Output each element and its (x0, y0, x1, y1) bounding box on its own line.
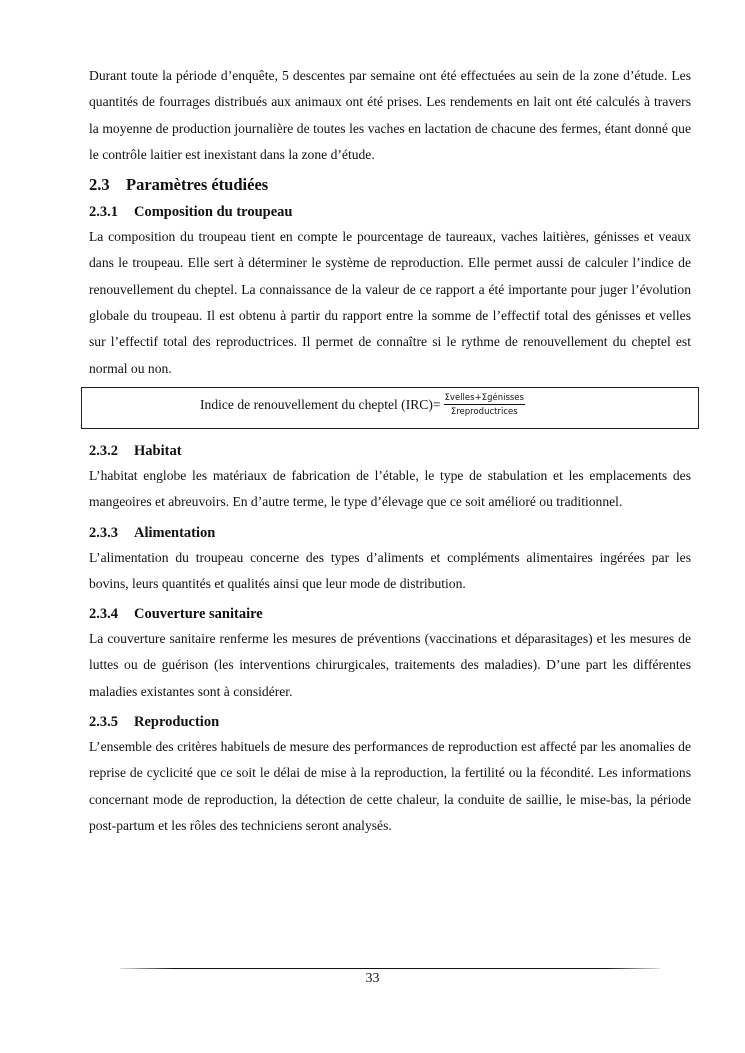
page-number: 33 (365, 971, 380, 986)
section-heading (89, 175, 691, 195)
subsection-number: 2.3.4 (89, 606, 118, 623)
subsection-title: Habitat (134, 442, 182, 459)
subsection-title: Reproduction (134, 714, 220, 731)
subsection-title: Composition du troupeau (134, 204, 293, 221)
subsection-paragraph: La composition du troupeau tient en compte le pourcentage de taureaux, vaches laitières, génisses et veaux dans le troupeau. Elle sert à déterminer le système de reproduction. Elle permet aussi de calculer l’indice de renouvellement du cheptel. La connaissance de la valeur de ce rapport a été importante pour juger l’évolution globale du troupeau. Il est obtenu à partir du rapport entre la somme de l’effectif total des génisses et velles sur l’effectif total des reproductrices. Il permet de connaître si le rythme de renouvellement du cheptel est normal ou non. (89, 229, 691, 376)
formula-denominator: Σreproductrices (450, 406, 518, 417)
subsection-paragraph: L’habitat englobe les matériaux de fabrication de l’étable, le type de stabulation et les emplacements des mangeoires et abreuvoirs. En d’autre terme, le type d’élevage que ce soit amélioré ou traditionnel. (89, 467, 691, 510)
subsection-heading (89, 202, 691, 222)
footer-rule (120, 968, 660, 969)
formula (200, 393, 525, 417)
section-number: 2.3 (89, 175, 110, 195)
subsection-paragraph: La couverture sanitaire renferme les mesures de préventions (vaccinations et déparasitages) et les mesures de luttes ou de guérison (les interventions chirurgicales, traitements des maladies). D’une part les différentes maladies existantes sont à considérer. (89, 631, 691, 699)
subsection-heading (89, 441, 691, 461)
subsection-number: 2.3.2 (89, 442, 118, 459)
subsection-number: 2.3.5 (89, 714, 118, 731)
subsection-number: 2.3.1 (89, 204, 118, 221)
formula-numerator: Σvelles+Σgénisses (444, 392, 524, 403)
subsection-heading (89, 712, 691, 732)
subsection-title: Alimentation (134, 524, 216, 541)
subsection-number: 2.3.3 (89, 524, 118, 541)
subsection-title: Couverture sanitaire (134, 606, 263, 623)
subsection-paragraph: L’alimentation du troupeau concerne des types d’aliments et compléments alimentaires ingérées par les bovins, leurs quantités et qualités ainsi que leur mode de distribution. (89, 549, 691, 591)
document-page (89, 63, 691, 839)
intro-paragraph: Durant toute la période d’enquête, 5 descentes par semaine ont été effectuées au sein de la zone d’étude. Les quantités de fourrages distribués aux animaux ont été prises. Les rendements en lait ont été calculés à travers la moyenne de production journalière de toutes les vaches en lactation de chacune des fermes, étant donné que le contrôle laitier est inexistant dans la zone d’étude. (89, 68, 691, 162)
formula-label: Indice de renouvellement du cheptel (IRC)= (200, 396, 441, 412)
subsection-heading (89, 523, 691, 543)
formula-box (81, 387, 699, 429)
subsection-paragraph: L’ensemble des critères habituels de mesure des performances de reproduction est affecté par les anomalies de reprise de cyclicité que ce soit le délai de mise à la reproduction, la fertilité ou la fécondité. Les informations concernant mode de reproduction, la détection de cette chaleur, la conduite de saillie, le mise-bas, la période post-partum et les rôles des techniciens seront analysés. (89, 739, 691, 833)
formula-fraction (444, 393, 525, 417)
subsection-heading (89, 604, 691, 624)
section-title: Paramètres étudiées (126, 175, 269, 195)
